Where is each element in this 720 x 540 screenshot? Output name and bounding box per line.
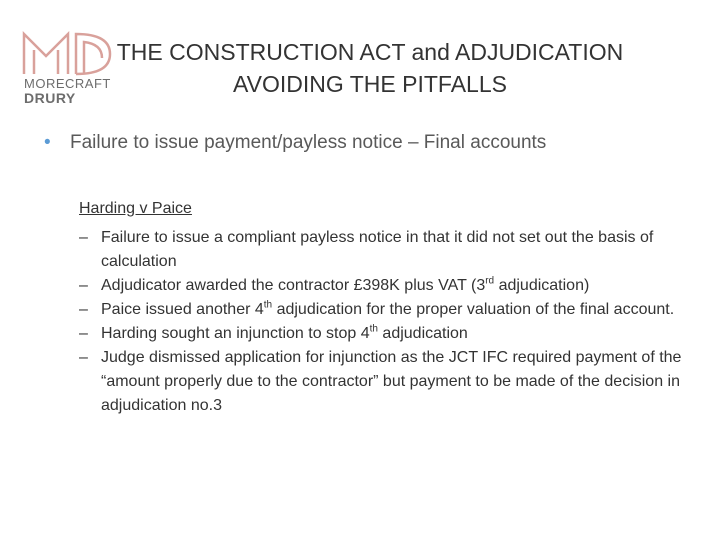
- list-item-text: Failure to issue a compliant payless notice in that it did not set out the basis of calculation: [101, 229, 654, 270]
- dash-icon: –: [79, 277, 88, 294]
- list-item-text: Paice issued another 4: [101, 301, 264, 318]
- slide-title-line-2: AVOIDING THE PITFALLS: [233, 71, 507, 97]
- list-item: [79, 322, 699, 346]
- list-item-text: Harding sought an injunction to stop 4: [101, 325, 370, 342]
- list-item: [79, 346, 699, 418]
- ordinal-suffix: th: [263, 299, 273, 311]
- main-bullet-text: Failure to issue payment/payless notice – Final accounts: [70, 132, 547, 153]
- ordinal-suffix: th: [369, 323, 378, 335]
- logo-text-morecraft: MORECRAFT: [24, 76, 111, 91]
- ordinal-suffix: rd: [485, 275, 495, 287]
- dash-icon: –: [79, 325, 88, 342]
- dash-icon: –: [79, 301, 88, 318]
- case-points-list: [79, 226, 699, 418]
- slide-title: [95, 36, 645, 100]
- main-bullet-point: [44, 132, 546, 154]
- logo-text-drury: DRURY: [24, 90, 76, 106]
- case-title: Harding v Paice: [79, 200, 192, 217]
- list-item: [79, 298, 699, 322]
- list-item: [79, 274, 699, 298]
- dash-icon: –: [79, 229, 88, 246]
- list-item-text-cont: adjudication: [377, 325, 468, 342]
- list-item-text-cont: adjudication): [494, 277, 590, 294]
- list-item: [79, 226, 699, 274]
- dash-icon: –: [79, 349, 88, 366]
- list-item-text: Judge dismissed application for injunction as the JCT IFC required payment of the “amount properly due to the contractor” but payment to be made of the decision in adjudication no.3: [101, 349, 682, 414]
- bullet-icon: •: [44, 132, 51, 153]
- list-item-text: Adjudicator awarded the contractor £398K plus VAT (3: [101, 277, 486, 294]
- list-item-text-cont: adjudication for the proper valuation of the final account.: [272, 301, 675, 318]
- slide-title-line-1: THE CONSTRUCTION ACT and ADJUDICATION: [116, 39, 624, 65]
